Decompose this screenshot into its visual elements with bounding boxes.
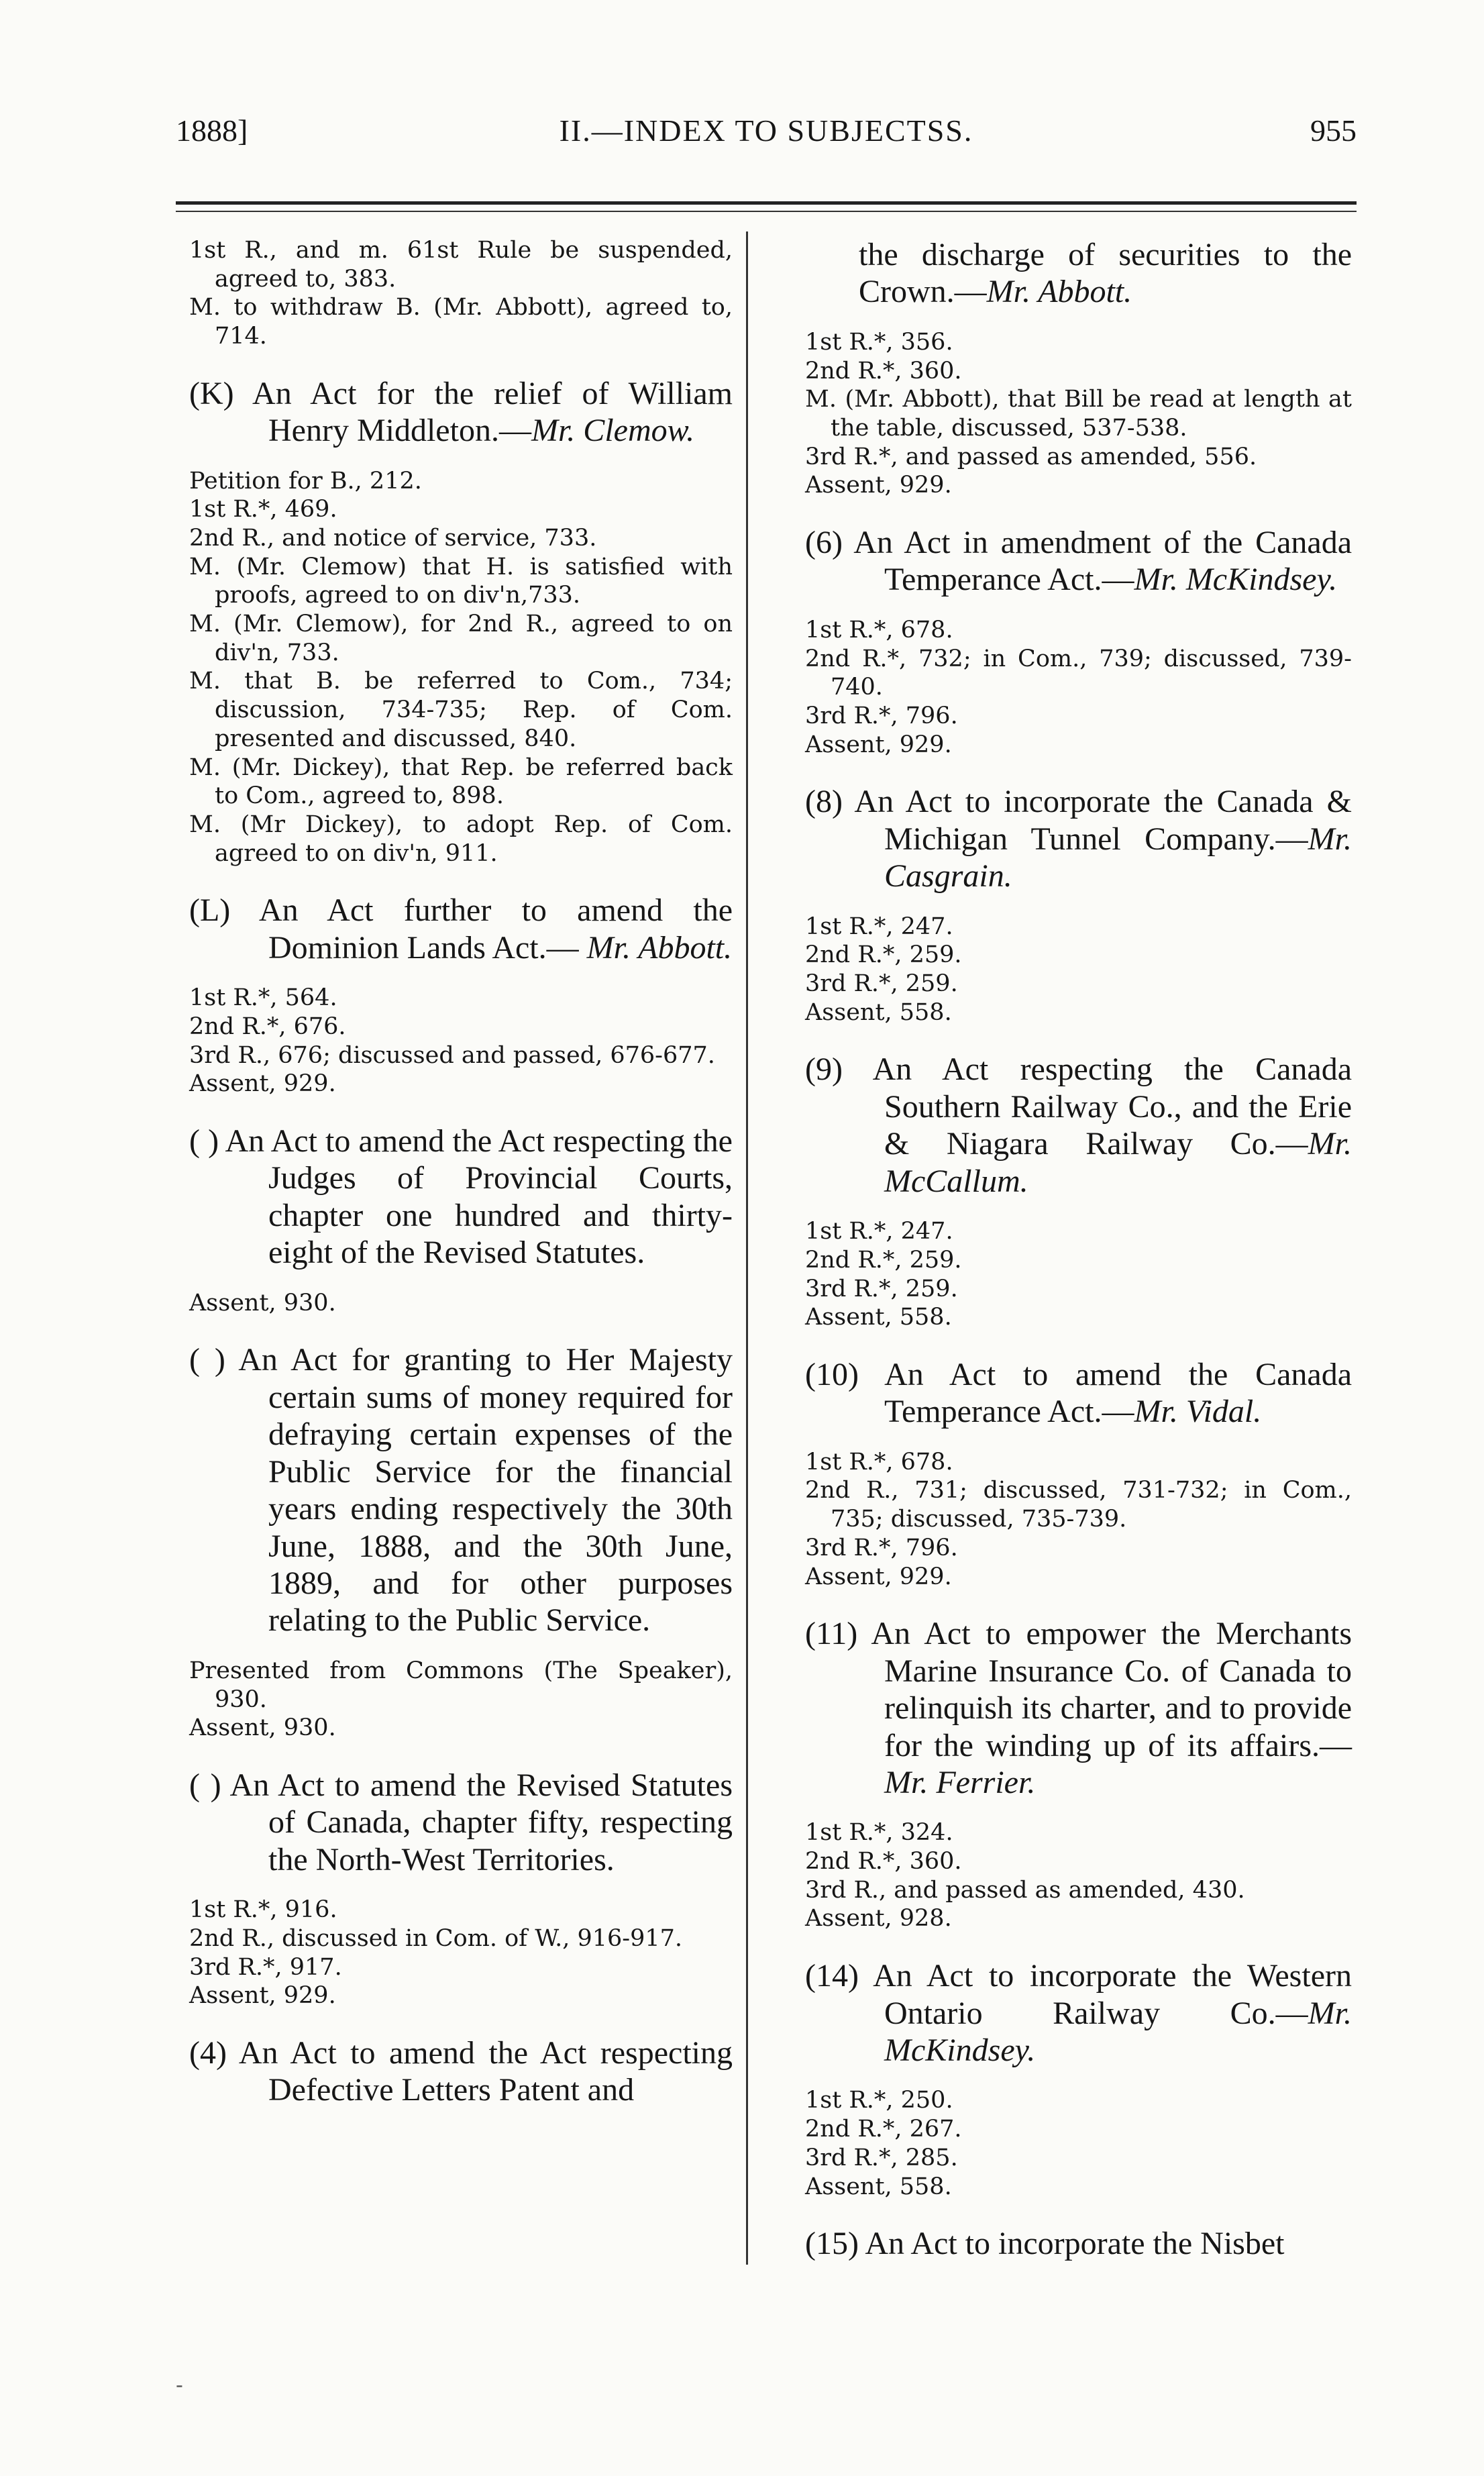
- bill-number: (4): [189, 2034, 239, 2071]
- proceeding-entry: Assent, 558.: [805, 998, 952, 1026]
- page-number: 955: [1310, 113, 1357, 148]
- proceeding-entry: 1st R.*, 247.: [805, 1218, 953, 1245]
- act-name: An Act to incorporate the Western Ontario Railway Co.—: [873, 1958, 1352, 2031]
- bill-number: (14): [805, 1958, 873, 1994]
- act-title: [805, 783, 1352, 894]
- right-column: [805, 236, 1352, 2280]
- proceeding-entry: 2nd R.*, 360.: [805, 1848, 962, 1875]
- proceeding-entry: M. to withdraw B. (Mr. Abbott), agreed to, 714.: [189, 294, 733, 350]
- proceeding-entry: Assent, 558.: [805, 1304, 952, 1331]
- act-name: An Act to amend the Revised Statutes of Canada, chapter fifty, respecting the North-West Territories.: [229, 1767, 733, 1877]
- act-title: [189, 375, 733, 450]
- proceeding-entry: 1st R.*, 678.: [805, 616, 953, 643]
- proceeding-entry: M. that B. be referred to Com., 734; discussion, 734-735; Rep. of Com. presented and discussed, 840.: [189, 668, 733, 752]
- act-title: [805, 1615, 1352, 1801]
- proceeding-entry: Assent, 929.: [189, 1982, 336, 2010]
- header-rule-thick: [176, 201, 1357, 205]
- proceeding-entry: 2nd R., 731; discussed, 731-732; in Com., 735; discussed, 735-739.: [805, 1477, 1352, 1533]
- act-mover: Mr. Clemow.: [531, 413, 695, 449]
- proceeding-entry: M. (Mr. Abbott), that Bill be read at length at the table, discussed, 537-538.: [805, 386, 1352, 442]
- act-name: An Act for the relief of William Henry Middleton.—: [252, 375, 733, 449]
- bill-number: (10): [805, 1356, 885, 1392]
- proceeding-entry: M. (Mr. Clemow), for 2nd R., agreed to on div'n, 733.: [189, 611, 733, 666]
- act-title: [189, 1123, 733, 1272]
- proceeding-entry: 2nd R.*, 360.: [805, 357, 962, 384]
- act-title: [189, 2034, 733, 2109]
- bill-number: (11): [805, 1616, 871, 1652]
- proceeding-entry: M. (Mr Dickey), to adopt Rep. of Com. agreed to on div'n, 911.: [189, 811, 733, 867]
- bill-number: (K): [189, 375, 253, 411]
- proceeding-entry: 1st R.*, 678.: [805, 1448, 953, 1476]
- proceeding-entry: Presented from Commons (The Speaker), 930.: [189, 1657, 733, 1713]
- header-rule-thin: [176, 211, 1357, 212]
- act-name: An Act to amend the Act respecting the Judges of Provincial Courts, chapter one hundred and thirty-eight of the Revised Statutes.: [225, 1123, 733, 1271]
- proceeding-entry: 1st R., and m. 61st Rule be suspended, agreed to, 383.: [189, 237, 733, 293]
- act-title: [805, 524, 1352, 599]
- proceeding-entry: Assent, 929.: [805, 1563, 952, 1590]
- act-mover: Mr. McKindsey.: [1134, 562, 1338, 598]
- act-name: An Act to incorporate the Nisbet: [865, 2226, 1285, 2262]
- bill-number: (15): [805, 2226, 865, 2262]
- proceeding-entry: 1st R.*, 469.: [189, 496, 337, 523]
- act-title: [805, 1051, 1352, 1200]
- act-name: An Act to amend the Canada Temperance Act.—: [884, 1356, 1352, 1430]
- proceeding-entry: 3rd R., and passed as amended, 430.: [805, 1876, 1245, 1904]
- proceeding-entry: 3rd R.*, 917.: [189, 1953, 342, 1981]
- proceeding-entry: 2nd R.*, 259.: [805, 941, 962, 969]
- act-mover: Mr. McKindsey.: [884, 1995, 1352, 2068]
- proceeding-entry: 1st R.*, 916.: [189, 1896, 337, 1924]
- proceeding-entry: Assent, 929.: [189, 1070, 336, 1098]
- proceeding-entry: 3rd R.*, and passed as amended, 556.: [805, 443, 1257, 470]
- act-title: [189, 1341, 733, 1639]
- left-column: [189, 236, 733, 2126]
- act-name: An Act to incorporate the Canada & Michigan Tunnel Company.—: [854, 784, 1352, 857]
- footer-mark: -: [176, 2372, 183, 2397]
- proceeding-entry: Assent, 558.: [805, 2173, 952, 2200]
- proceeding-entry: 2nd R.*, 259.: [805, 1246, 962, 1274]
- act-mover: Mr. Abbott.: [586, 929, 733, 966]
- proceeding-entry: M. (Mr. Dickey), that Rep. be referred back to Com., agreed to, 898.: [189, 754, 733, 810]
- bill-number: (L): [189, 892, 259, 929]
- proceeding-entry: 3rd R.*, 285.: [805, 2144, 958, 2171]
- act-name: An Act further to amend the Dominion Lands Act.—: [258, 892, 733, 966]
- proceeding-entry: Assent, 930.: [189, 1289, 336, 1317]
- proceeding-entry: 2nd R.*, 267.: [805, 2116, 962, 2143]
- proceeding-entry: 3rd R.*, 259.: [805, 1275, 958, 1302]
- act-title: [805, 1356, 1352, 1431]
- act-name: the discharge of securities to the Crown.—: [859, 237, 1352, 310]
- act-mover: Mr. McCallum.: [884, 1126, 1352, 1199]
- act-title: [189, 892, 733, 966]
- act-title: [805, 236, 1352, 311]
- act-name: An Act to amend the Act respecting Defective Letters Patent and: [238, 2034, 733, 2108]
- proceeding-entry: Assent, 928.: [805, 1905, 952, 1932]
- act-mover: Mr. Abbott.: [986, 274, 1132, 310]
- act-name: An Act respecting the Canada Southern Railway Co., and the Erie & Niagara Railway Co.—: [872, 1051, 1353, 1162]
- proceeding-entry: 3rd R.*, 796.: [805, 702, 958, 729]
- act-title: [189, 1767, 733, 1878]
- bill-number: ( ): [189, 1767, 230, 1803]
- proceeding-entry: Assent, 929.: [805, 472, 952, 499]
- bill-number: ( ): [189, 1123, 225, 1159]
- act-name: An Act to empower the Merchants Marine Insurance Co. of Canada to relinquish its charter, and to provide for the winding up of its affairs.—: [871, 1616, 1352, 1763]
- bill-number: (8): [805, 784, 855, 820]
- bill-number: (6): [805, 525, 854, 560]
- proceeding-entry: 2nd R., and notice of service, 733.: [189, 525, 597, 552]
- proceeding-entry: 2nd R., discussed in Com. of W., 916-917.: [189, 1924, 683, 1952]
- column-divider: [746, 231, 748, 2265]
- proceeding-entry: 1st R.*, 356.: [805, 328, 953, 356]
- proceeding-entry: Assent, 929.: [805, 731, 952, 758]
- proceeding-entry: 1st R.*, 250.: [805, 2087, 953, 2114]
- act-title: [805, 2225, 1352, 2262]
- bill-number: ( ): [189, 1342, 239, 1378]
- proceeding-entry: 3rd R.*, 259.: [805, 970, 958, 997]
- bill-number: (9): [805, 1051, 873, 1088]
- proceeding-entry: 3rd R., 676; discussed and passed, 676-677.: [189, 1041, 715, 1069]
- proceeding-entry: Assent, 930.: [189, 1714, 336, 1742]
- proceeding-entry: 2nd R.*, 732; in Com., 739; discussed, 739-740.: [805, 645, 1352, 701]
- proceeding-entry: 3rd R.*, 796.: [805, 1534, 958, 1561]
- proceeding-entry: 1st R.*, 564.: [189, 984, 337, 1012]
- proceeding-entry: 2nd R.*, 676.: [189, 1013, 346, 1040]
- proceeding-entry: Petition for B., 212.: [189, 467, 422, 495]
- act-title: [805, 1957, 1352, 2069]
- page-header: [176, 113, 1357, 160]
- header-year: 1888]: [176, 113, 248, 148]
- act-name: An Act for granting to Her Majesty certain sums of money required for defraying certain expenses of the Public Service for the financial years ending respectively the 30th June, 1888, and the 30th June, 1889, and for other purposes relating to the Public Service.: [238, 1342, 733, 1639]
- proceeding-entry: M. (Mr. Clemow) that H. is satisfied with proofs, agreed to on div'n,733.: [189, 553, 733, 609]
- proceeding-entry: 1st R.*, 324.: [805, 1819, 953, 1847]
- proceeding-entry: 1st R.*, 247.: [805, 913, 953, 940]
- act-mover: Mr. Vidal.: [1134, 1394, 1262, 1430]
- act-mover: Mr. Casgrain.: [884, 821, 1352, 894]
- act-mover: Mr. Ferrier.: [884, 1764, 1036, 1800]
- act-name: An Act in amendment of the Canada Temperance Act.—: [853, 525, 1352, 598]
- header-title: II.—INDEX TO SUBJECTSS.: [559, 113, 973, 148]
